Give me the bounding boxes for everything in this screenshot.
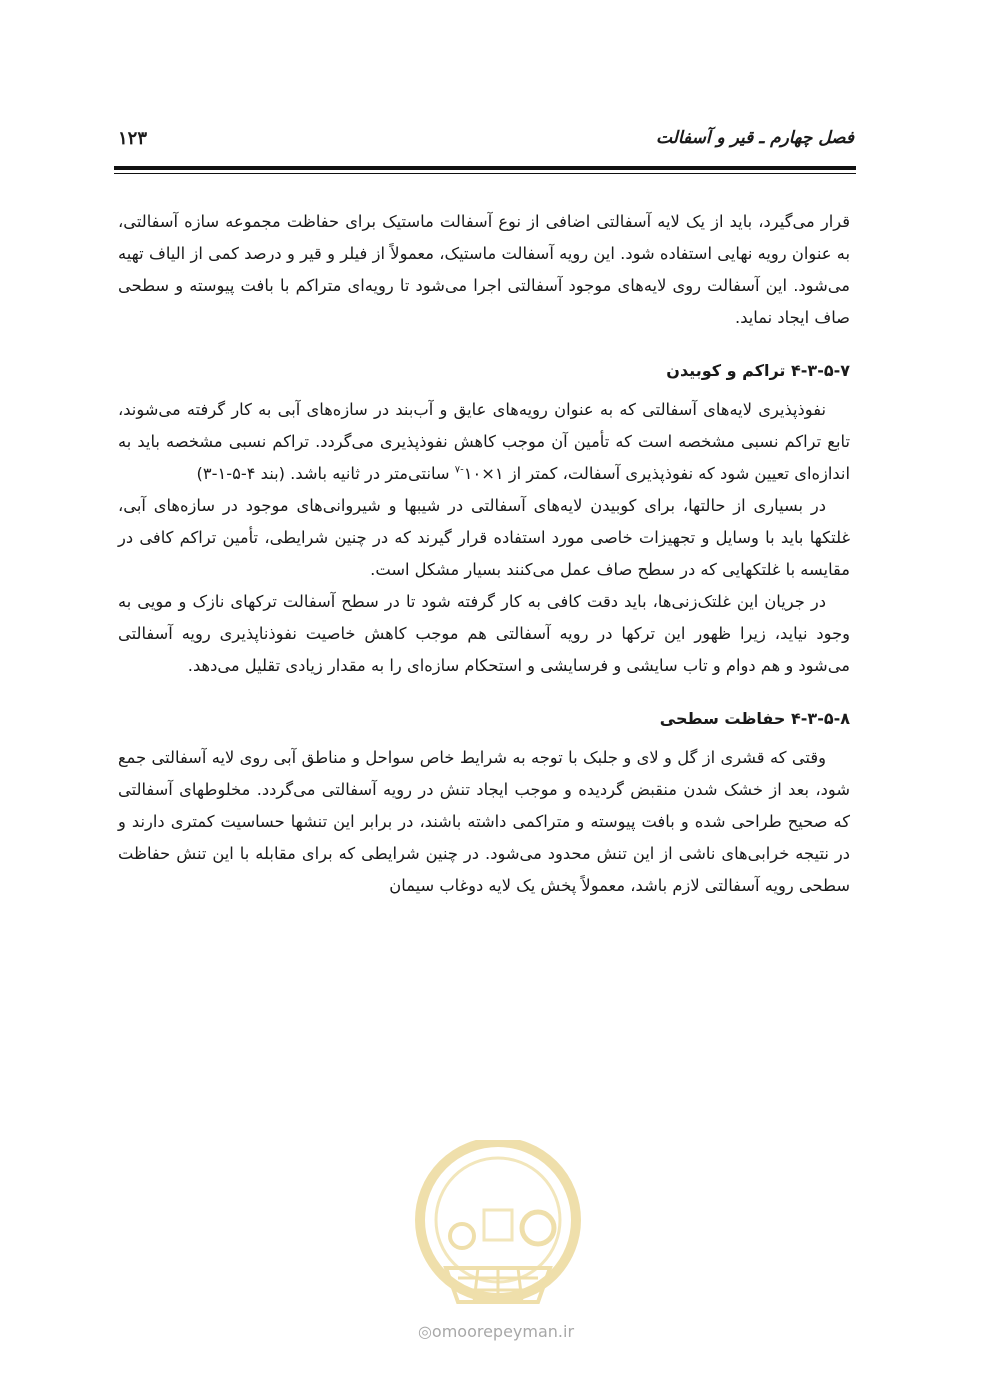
permeability-value: ۱×۱۰: [463, 464, 504, 483]
paragraph-4: در جریان این غلتک‌زنی‌ها، باید دقت کافی به کار گرفته شود تا در سطح آسفالت ترکهای نازک و مویی به وجود نیاید، زیرا ظهور این ترکها در رویه آسفالتی هم موجب کاهش خاصیت نفوذناپذیری رویه آسفالتی می‌شود و هم دوام و تاب سایشی و فرسایشی و استحکام سازه‌ای را به مقدار زیادی تقلیل می‌دهد.: [118, 592, 850, 675]
paragraph-2-text-a: نفوذپذیری لایه‌های آسفالتی که به عنوان رویه‌های عایق و آب‌بند در سازه‌های آبی به کار گرفته می‌شوند، تابع تراکم نسبی مشخصه است که تأمین آن موجب کاهش نفوذپذیری می‌گردد. تراکم نسبی مشخصه باید به اندازه‌ای تعیین شود که نفوذپذیری آسفالت، کمتر از: [118, 400, 850, 483]
paragraph-2-text-b: سانتی‌متر در ثانیه باشد. (بند ۴-۵-۱-۳): [196, 464, 455, 483]
paragraph-5: وقتی که قشری از گل و لای و جلبک با توجه به شرایط خاص سواحل و مناطق آبی روی لایه آسفالتی جمع شود، بعد از خشک شدن منقبض گردیده و موجب ایجاد تنش در رویه آسفالتی می‌گردد. مخلوطهای آسفالتی که صحیح طراحی شده و بافت پیوسته و متراکمی داشته باشند، در برابر این تنشها حساسیت کمتری دارند و در نتیجه خرابی‌های ناشی از این تنش محدود می‌شود. در چنین شرایطی که برای مقابله با این تنش حفاظت سطحی رویه آسفالتی لازم باشد، معمولاً پخش یک لایه دوغاب سیمان: [118, 748, 850, 895]
watermark-seal: [388, 1140, 608, 1320]
globe-icon: ◎: [417, 1322, 432, 1341]
section-heading-surface-protection: ۴-۳-۵-۸ حفاظت سطحی: [659, 709, 850, 728]
body-text: [118, 206, 850, 902]
running-header: [118, 128, 854, 152]
page-number: ۱۲۳: [118, 128, 148, 149]
header-rule-thin: [114, 173, 856, 174]
chapter-title: فصل چهارم ـ قیر و آسفالت: [655, 128, 854, 148]
header-rule-thick: [114, 166, 856, 170]
permeability-exponent: -۷: [454, 464, 464, 476]
section-heading-compaction: ۴-۳-۵-۷ تراکم و کوبیدن: [666, 361, 850, 380]
paragraph-2: [118, 394, 850, 490]
paragraph-3: در بسیاری از حالتها، برای کوبیدن لایه‌های آسفالتی در شیبها و شیروانی‌های موجود در سازه‌های آبی، غلتکها باید با وسایل و تجهیزات خاصی مورد استفاده قرار گیرند که در چنین شرایطی، تأمین تراکم کافی در مقایسه با غلتکهایی که در سطح صاف عمل می‌کنند بسیار مشکل است.: [118, 496, 850, 579]
paragraph-1: قرار می‌گیرد، باید از یک لایه آسفالتی اضافی از نوع آسفالت ماستیک برای حفاظت مجموعه سازه آسفالتی، به عنوان رویه نهایی استفاده شود. این رویه آسفالت ماستیک، معمولاً از فیلر و قیر و درصد کمی از الیاف تهیه می‌شود. این آسفالت روی لایه‌های موجود آسفالتی اجرا می‌شود تا رویه‌ای متراکم با بافت پیوسته و سطحی صاف ایجاد نماید.: [118, 212, 850, 327]
site-url-footer: [0, 1322, 992, 1341]
site-url: omoorepeyman.ir: [431, 1322, 575, 1341]
